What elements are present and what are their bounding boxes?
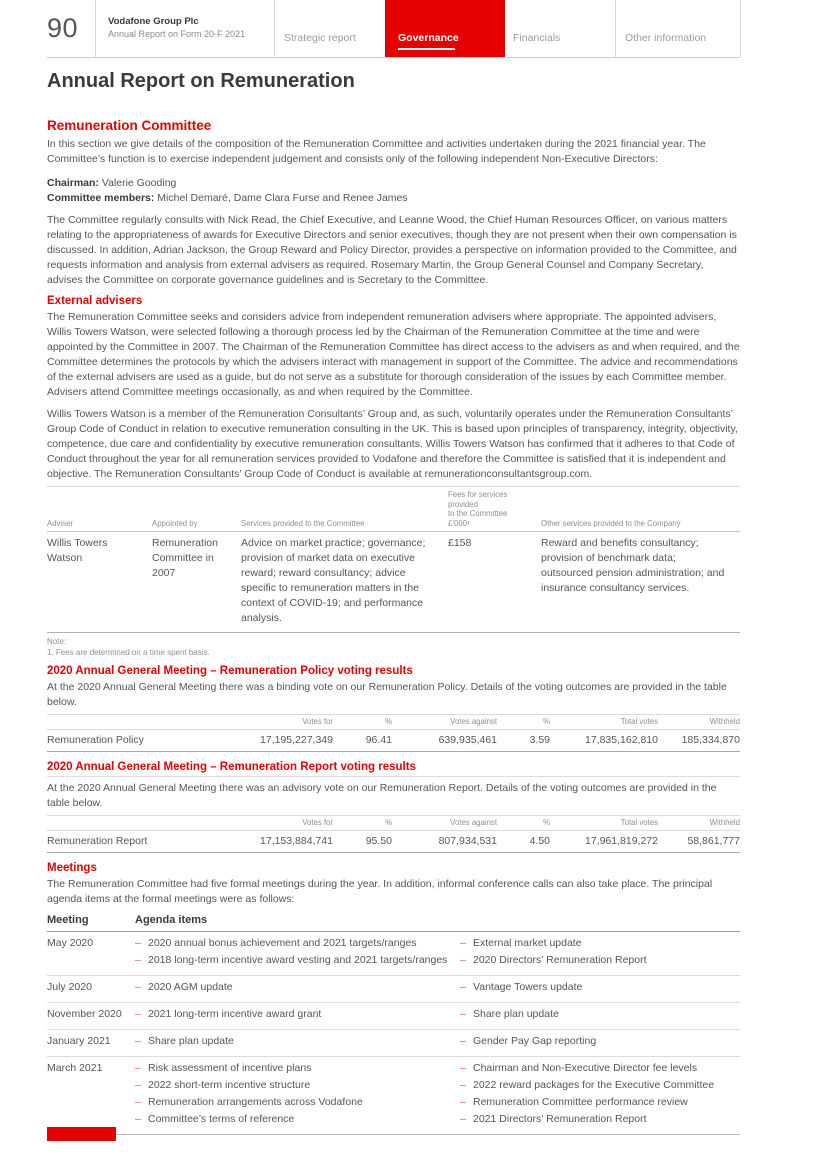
table-note [47, 636, 740, 658]
cell-votes-for: 17,153,884,741 [210, 831, 333, 853]
members-label: Committee members: [47, 192, 155, 204]
report-voting-table [47, 815, 740, 853]
agenda-item: – Risk assessment of incentive plans [135, 1061, 452, 1076]
tab-strategic-report[interactable]: Strategic report [284, 32, 356, 44]
members-line [47, 191, 740, 206]
col-header-other-services: Other services provided to the Company [541, 487, 740, 532]
tab-financials[interactable]: Financials [513, 32, 561, 44]
page-header [0, 0, 826, 57]
col-header-fees [448, 487, 541, 532]
cell-fees: £158 [448, 532, 541, 633]
committee-people [47, 176, 740, 206]
agenda-right [460, 1030, 740, 1057]
cell-row-label: Remuneration Policy [47, 730, 210, 752]
page-number: 90 [47, 13, 79, 43]
page-content [47, 58, 740, 1135]
note-text: 1. Fees are determined on a time spent basis. [47, 648, 210, 657]
meeting-row-november-2020 [47, 1003, 740, 1030]
fees-header-line1: Fees for services provided [448, 490, 508, 509]
col-header-pct-against: % [497, 816, 550, 831]
policy-voting-paragraph: At the 2020 Annual General Meeting there was a binding vote on our Remuneration Policy. Details of the voting outcomes are provided in the table below. [47, 681, 727, 708]
col-header-pct-for: % [333, 816, 392, 831]
committee-intro-paragraph: In this section we give details of the composition of the Remuneration Committee and activities undertaken during the 2021 financial year. The Committee’s function is to exercise independent judgement and consists only of the following independent Non-Executive Directors: [47, 138, 706, 165]
section-heading-meetings: Meetings [47, 862, 97, 874]
members-names: Michel Demaré, Dame Clara Furse and Renee James [154, 192, 408, 204]
note-label: Note: [47, 637, 67, 646]
agenda-item: – Remuneration arrangements across Vodafone [135, 1095, 452, 1110]
section-heading-policy-voting: 2020 Annual General Meeting – Remuneration Policy voting results [47, 665, 413, 677]
col-header-meeting: Meeting [47, 911, 135, 932]
section-heading-report-voting: 2020 Annual General Meeting – Remuneration Report voting results [47, 761, 416, 773]
agenda-item: – 2022 short-term incentive structure [135, 1078, 452, 1093]
meeting-row-july-2020 [47, 976, 740, 1003]
agenda-item: – Share plan update [135, 1034, 452, 1049]
cell-other-services: Reward and benefits consultancy; provision of benchmark data; outsourced pension administration; and insurance consultancy services. [541, 532, 740, 633]
agenda-item: – 2020 AGM update [135, 980, 452, 995]
col-header-withheld: Withheld [658, 715, 740, 730]
col-header-agenda-items-cont [460, 911, 740, 932]
agenda-item: – 2020 Directors’ Remuneration Report [460, 953, 732, 968]
cell-pct-for: 96.41 [333, 730, 392, 752]
tab-governance[interactable] [385, 0, 505, 57]
cell-services: Advice on market practice; governance; provision of market data on executive reward; reward consultancy; advice specific to remuneration matters in the context of COVID-19; and performance analysis. [241, 532, 448, 633]
meeting-row-may-2020 [47, 932, 740, 976]
agenda-item: – 2020 annual bonus achievement and 2021 targets/ranges [135, 936, 452, 951]
advisers-table-header-row [47, 487, 740, 532]
header-divider [615, 0, 616, 57]
agenda-item: – Gender Pay Gap reporting [460, 1034, 732, 1049]
col-header-adviser: Adviser [47, 487, 152, 532]
cell-votes-against: 639,935,461 [392, 730, 497, 752]
agenda-left [135, 1030, 460, 1057]
chairman-name: Valerie Gooding [98, 177, 177, 189]
page-footer-red-bar [47, 1127, 116, 1141]
meeting-date: July 2020 [47, 976, 135, 1003]
col-header-pct-for: % [333, 715, 392, 730]
col-header-total-votes: Total votes [550, 715, 658, 730]
agenda-left [135, 932, 460, 976]
policy-voting-data-row [47, 730, 740, 752]
agenda-right [460, 1057, 740, 1135]
agenda-left [135, 1057, 460, 1135]
cell-row-label: Remuneration Report [47, 831, 210, 853]
agenda-item: – 2021 long-term incentive award grant [135, 1007, 452, 1022]
agenda-item: – Vantage Towers update [460, 980, 732, 995]
agenda-item: – External market update [460, 936, 732, 951]
policy-voting-header-row [47, 715, 740, 730]
col-header-votes-against: Votes against [392, 715, 497, 730]
cell-total-votes: 17,961,819,272 [550, 831, 658, 853]
cell-withheld: 185,334,870 [658, 730, 740, 752]
agenda-left [135, 1003, 460, 1030]
col-header-agenda-items: Agenda items [135, 911, 460, 932]
agenda-item: – Share plan update [460, 1007, 732, 1022]
report-voting-paragraph: At the 2020 Annual General Meeting there was an advisory vote on our Remuneration Report. Details of the voting outcomes are provided in the table below. [47, 782, 717, 809]
cell-total-votes: 17,835,162,810 [550, 730, 658, 752]
agenda-right [460, 976, 740, 1003]
section-heading-remuneration-committee: Remuneration Committee [47, 118, 212, 133]
agenda-item: – Remuneration Committee performance review [460, 1095, 732, 1110]
section-heading-external-advisers: External advisers [47, 295, 143, 307]
meetings-paragraph: The Remuneration Committee had five formal meetings during the year. In addition, informal conference calls can also take place. The principal agenda items at the formal meetings were as follows: [47, 878, 713, 905]
brand-name: Vodafone Group Plc [108, 16, 199, 27]
advisers-table-row [47, 532, 740, 633]
meeting-row-march-2021 [47, 1057, 740, 1135]
agenda-right [460, 932, 740, 976]
external-advisers-paragraph-2: Willis Towers Watson is a member of the Remuneration Consultants’ Group and, as such, voluntarily operates under the Remuneration Consultants’ Group Code of Conduct in relation to executive remuneration consulting in the UK. This is based upon principles of transparency, integrity, objectivity, competence, due care and confidentiality by executive remuneration consultants. Willis Towers Watson has confirmed that it adheres to that Code of Conduct throughout the year for all remuneration services provided to Vodafone and therefore the Committee is satisfied that it is independent and objective. The Remuneration Consultants’ Group Code of Conduct is available at remunerationconsultantsgroup.com. [47, 408, 738, 480]
cell-pct-for: 95.50 [333, 831, 392, 853]
meeting-date: November 2020 [47, 1003, 135, 1030]
col-header-total-votes: Total votes [550, 816, 658, 831]
brand-block [108, 16, 245, 40]
cell-pct-against: 3.59 [497, 730, 550, 752]
cell-votes-for: 17,195,227,349 [210, 730, 333, 752]
col-header-services: Services provided to the Committee [241, 487, 448, 532]
header-divider [740, 0, 741, 57]
col-header-appointed-by: Appointed by [152, 487, 241, 532]
fees-header-line3: £’000¹ [448, 518, 470, 528]
agenda-item: – 2018 long-term incentive award vesting and 2021 targets/ranges [135, 953, 452, 968]
agenda-item: – Committee’s terms of reference [135, 1112, 452, 1127]
fees-header-line2: to the Committee [448, 509, 508, 518]
col-header-votes-for: Votes for [210, 715, 333, 730]
cell-adviser: Willis Towers Watson [47, 532, 152, 633]
col-header-empty [47, 715, 210, 730]
col-header-votes-against: Votes against [392, 816, 497, 831]
header-divider [95, 0, 96, 57]
agenda-right [460, 1003, 740, 1030]
meeting-row-january-2021 [47, 1030, 740, 1057]
heading-rule [47, 776, 740, 777]
col-header-votes-for: Votes for [210, 816, 333, 831]
meeting-date: May 2020 [47, 932, 135, 976]
tab-active-underline [398, 48, 455, 50]
cell-votes-against: 807,934,531 [392, 831, 497, 853]
agenda-left [135, 976, 460, 1003]
committee-consultation-paragraph: The Committee regularly consults with Nick Read, the Chief Executive, and Leanne Wood, the Chief Human Resources Officer, on various matters relating to the appropriateness of awards for Executive Directors and senior executives, though they are not present when their own compensation is discussed. In addition, Adrian Jackson, the Group Reward and Policy Director, provides a perspective on information provided to the Committee, and requests information and analysis from external advisers as required. Rosemary Martin, the Group General Counsel and Company Secretary, advises the Committee on corporate governance guidelines and is Secretary to the Committee. [47, 214, 737, 286]
cell-appointed-by: Remuneration Committee in 2007 [152, 532, 241, 633]
advisers-table [47, 486, 740, 633]
brand-subtitle: Annual Report on Form 20-F 2021 [108, 29, 246, 39]
col-header-pct-against: % [497, 715, 550, 730]
report-voting-header-row [47, 816, 740, 831]
col-header-empty [47, 816, 210, 831]
report-voting-data-row [47, 831, 740, 853]
meetings-header-row [47, 911, 740, 932]
chairman-line [47, 176, 740, 191]
chairman-label: Chairman: [47, 177, 99, 189]
agenda-item: – 2021 Directors’ Remuneration Report [460, 1112, 732, 1127]
cell-pct-against: 4.50 [497, 831, 550, 853]
cell-withheld: 58,861,777 [658, 831, 740, 853]
tab-other-information[interactable]: Other information [625, 32, 707, 44]
agenda-item: – 2022 reward packages for the Executive Committee [460, 1078, 732, 1093]
tab-governance-label: Governance [398, 32, 459, 44]
agenda-item: – Chairman and Non-Executive Director fee levels [460, 1061, 732, 1076]
external-advisers-paragraph-1: The Remuneration Committee seeks and considers advice from independent remuneration advisers where appropriate. The appointed advisers, Willis Towers Watson, were selected following a thorough process led by the Chairman of the Remuneration Committee at the time and were appointed by the Committee in 2007. The Chairman of the Remuneration Committee has direct access to the advisers as and when required, and the Committee determines the protocols by which the advisers interact with management in support of the Committee. The advice and recommendations of the external advisers are used as a guide, but do not serve as a substitute for thorough consideration of the issues by each Committee member. Advisers attend Committee meetings occasionally, as and when required by the Committee. [47, 311, 740, 398]
header-divider [274, 0, 275, 57]
policy-voting-table [47, 714, 740, 752]
col-header-withheld: Withheld [658, 816, 740, 831]
page-title: Annual Report on Remuneration [47, 70, 355, 92]
meetings-table [47, 911, 740, 1135]
meeting-date: January 2021 [47, 1030, 135, 1057]
meeting-date: March 2021 [47, 1057, 135, 1135]
